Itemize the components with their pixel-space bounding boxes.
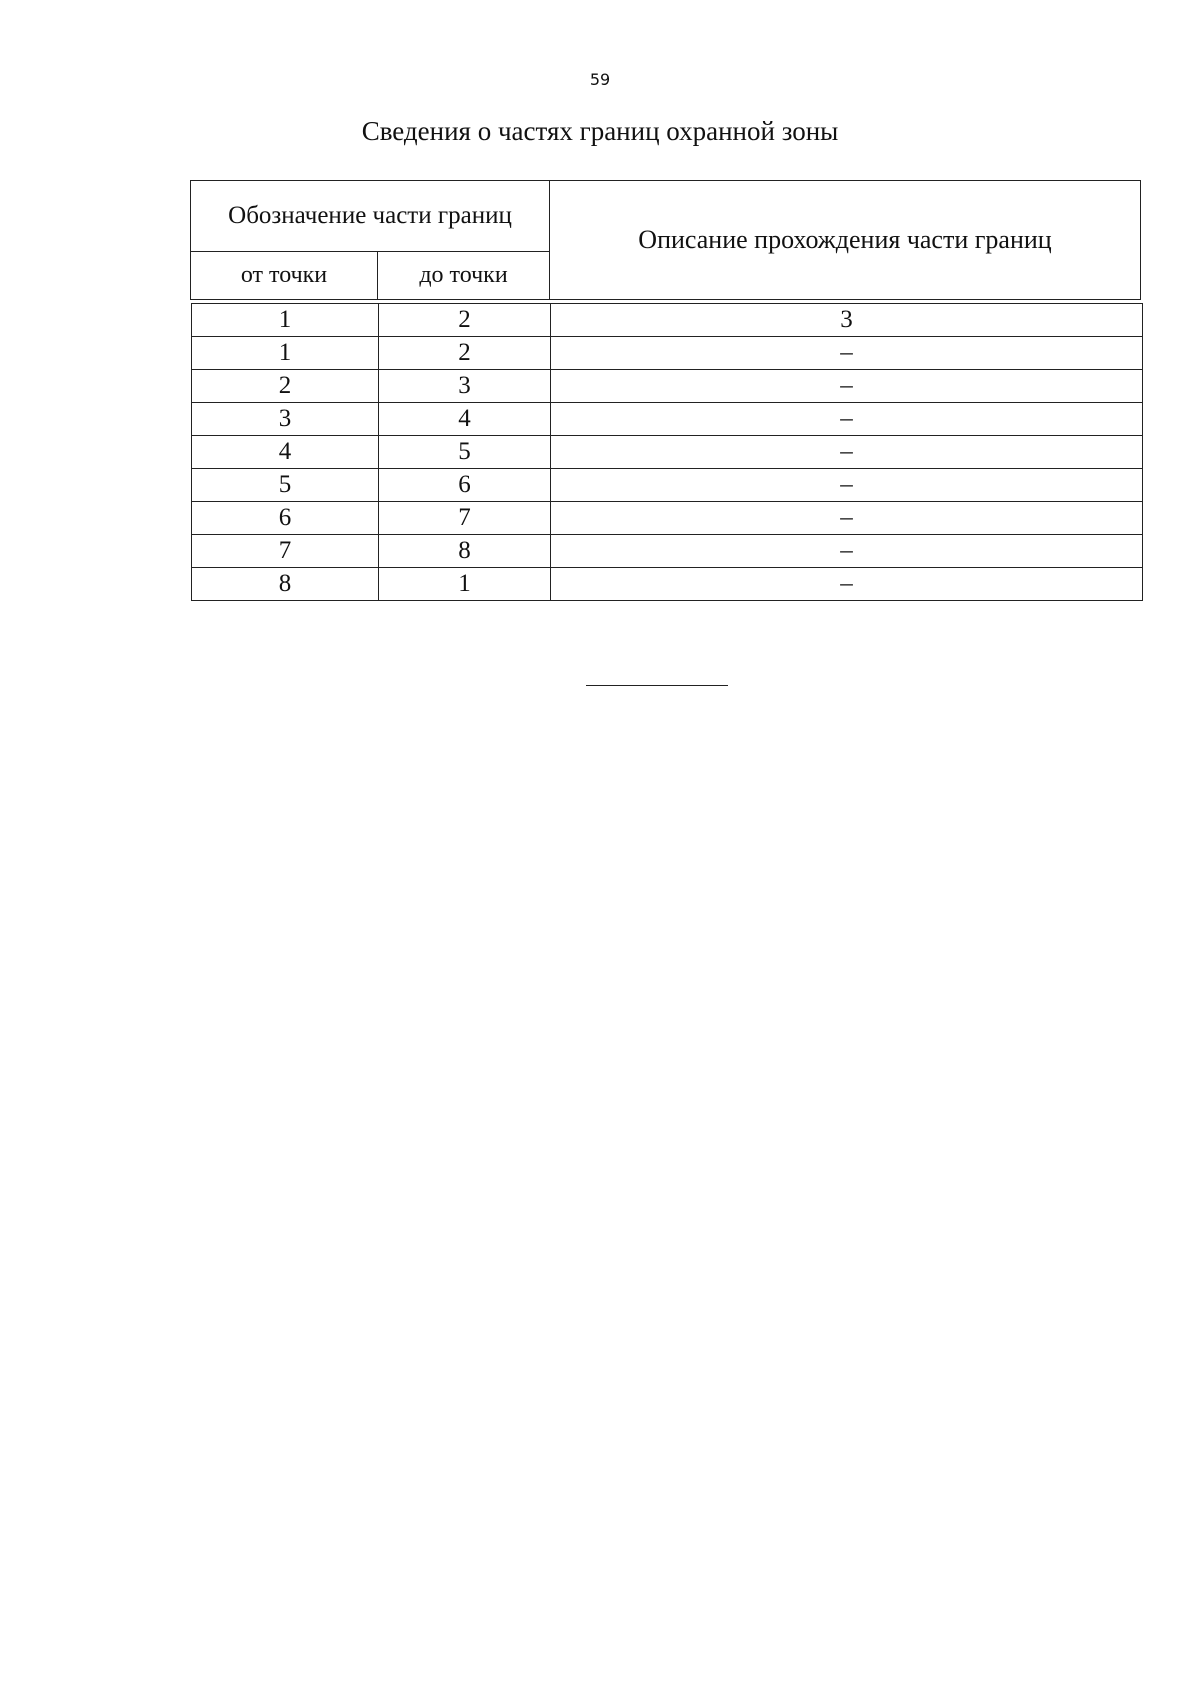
table-row [192,568,1143,601]
description-cell: – [551,535,1143,568]
table-row [192,535,1143,568]
from-point-cell: 6 [192,502,379,535]
table-row [192,436,1143,469]
header-from-point: от точки [191,252,378,300]
column-number-cell: 1 [192,304,379,337]
table-row [192,469,1143,502]
from-point-cell: 7 [192,535,379,568]
table-body [191,303,1143,601]
table-row [192,403,1143,436]
column-number-row [192,304,1143,337]
header-description: Описание прохождения части границ [550,181,1141,300]
from-point-cell: 8 [192,568,379,601]
description-cell: – [551,502,1143,535]
from-point-cell: 4 [192,436,379,469]
table-header [190,180,1141,300]
to-point-cell: 3 [379,370,551,403]
from-point-cell: 2 [192,370,379,403]
to-point-cell: 8 [379,535,551,568]
to-point-cell: 5 [379,436,551,469]
document-title: Сведения о частях границ охранной зоны [361,116,839,146]
page-number: 59 [589,70,611,89]
to-point-cell: 7 [379,502,551,535]
to-point-cell: 4 [379,403,551,436]
column-number-cell: 3 [551,304,1143,337]
from-point-cell: 3 [192,403,379,436]
description-cell: – [551,469,1143,502]
description-cell: – [551,568,1143,601]
to-point-cell: 2 [379,337,551,370]
header-group-designation: Обозначение части границ [191,181,550,252]
description-cell: – [551,403,1143,436]
description-cell: – [551,337,1143,370]
table-row [192,337,1143,370]
header-row-top [191,181,1141,252]
from-point-cell: 5 [192,469,379,502]
header-to-point: до точки [378,252,550,300]
end-separator-line [586,685,728,686]
from-point-cell: 1 [192,337,379,370]
to-point-cell: 6 [379,469,551,502]
column-number-cell: 2 [379,304,551,337]
table-row [192,502,1143,535]
description-cell: – [551,370,1143,403]
description-cell: – [551,436,1143,469]
table-row [192,370,1143,403]
to-point-cell: 1 [379,568,551,601]
